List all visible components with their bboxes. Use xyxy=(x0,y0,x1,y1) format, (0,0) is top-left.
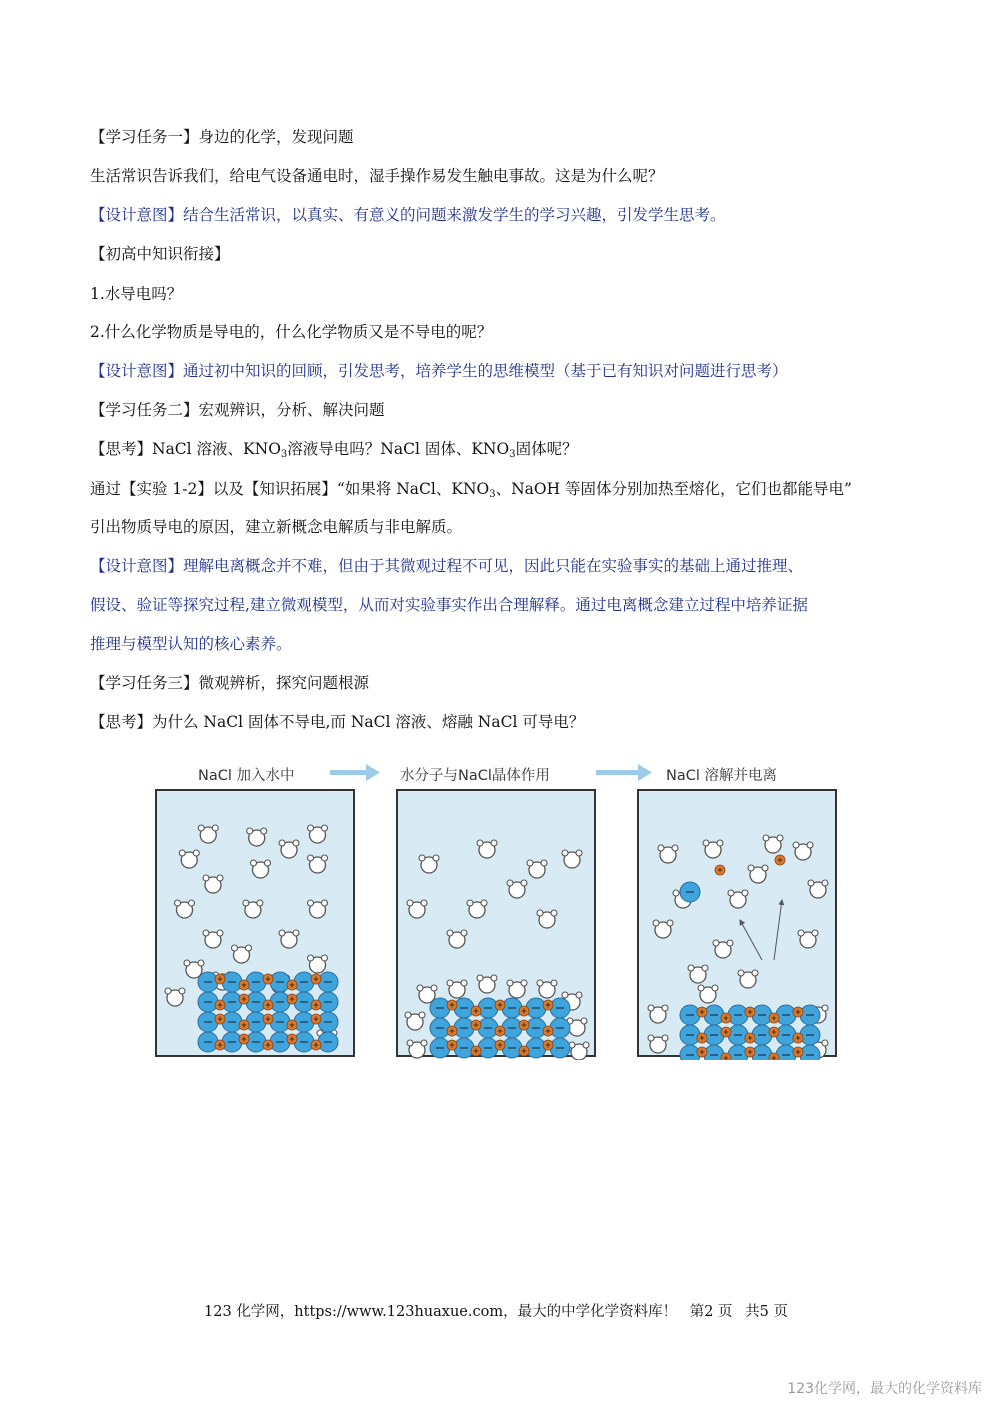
sodium-ion xyxy=(215,1014,225,1024)
sodium-ion xyxy=(495,1026,505,1036)
sodium-ion xyxy=(447,1026,457,1036)
chloride-ion xyxy=(246,992,266,1012)
page-footer xyxy=(0,1300,992,1321)
text-part: 溶液导电吗？NaCl 固体、KNO xyxy=(287,440,510,458)
chloride-ion xyxy=(800,1005,820,1025)
sodium-ion xyxy=(745,1033,755,1043)
chloride-ion xyxy=(680,1025,700,1045)
think-2: 【思考】为什么 NaCl 固体不导电,而 NaCl 溶液、熔融 NaCl 可导电？ xyxy=(90,713,585,731)
chloride-ion xyxy=(454,998,474,1018)
sodium-ion xyxy=(311,974,321,984)
chloride-ion xyxy=(430,998,450,1018)
chloride-ion xyxy=(222,1012,242,1032)
bridge-heading: 【初高中知识衔接】 xyxy=(90,245,230,263)
sodium-ion xyxy=(239,980,249,990)
subscript: 3 xyxy=(489,489,496,500)
sodium-ion xyxy=(447,1040,457,1050)
chloride-ion xyxy=(800,1025,820,1045)
intent-text: 结合生活常识，以真实、有意义的问题来激发学生的学习兴趣，引发学生思考。 xyxy=(183,206,726,224)
chloride-ion xyxy=(502,1038,522,1058)
design-intent-2 xyxy=(90,361,788,381)
panel-2-title: 水分子与NaCl晶体作用 xyxy=(400,768,550,784)
sodium-ion xyxy=(263,1014,273,1024)
chloride-ion xyxy=(246,1032,266,1052)
sodium-ion xyxy=(769,1027,779,1037)
chloride-ion xyxy=(198,972,218,992)
chloride-ion xyxy=(704,1025,724,1045)
sodium-ion xyxy=(519,1046,529,1056)
chloride-ion xyxy=(776,1025,796,1045)
intent-tag: 【设计意图】 xyxy=(90,557,184,575)
sodium-ion xyxy=(311,1000,321,1010)
sodium-ion xyxy=(311,1014,321,1024)
chloride-ion xyxy=(478,998,498,1018)
sodium-ion xyxy=(769,1053,779,1060)
sodium-ion xyxy=(543,1026,553,1036)
sodium-ion xyxy=(447,1000,457,1010)
sodium-ion xyxy=(471,1006,481,1016)
chloride-ion xyxy=(318,972,338,992)
text-part: 、NaOH 等固体分别加热至熔化，它们也都能导电” xyxy=(495,480,852,498)
sodium-ion xyxy=(215,1040,225,1050)
sodium-ion xyxy=(495,1000,505,1010)
sodium-ion xyxy=(715,865,725,875)
sodium-ion xyxy=(287,994,297,1004)
intent-tag: 【设计意图】 xyxy=(90,362,184,380)
flow-arrow xyxy=(596,764,652,781)
chloride-ion xyxy=(550,1038,570,1058)
chloride-ion xyxy=(478,1038,498,1058)
sodium-ion xyxy=(543,1040,553,1050)
design-intent-3 xyxy=(90,556,803,576)
chloride-ion xyxy=(222,992,242,1012)
chloride-ion xyxy=(246,972,266,992)
sodium-ion xyxy=(745,1047,755,1057)
chloride-ion xyxy=(222,1032,242,1052)
water-molecule xyxy=(569,1042,589,1060)
chloride-ion xyxy=(270,1032,290,1052)
chloride-ion xyxy=(198,992,218,1012)
footer-page: 第2 页 xyxy=(689,1304,733,1320)
sodium-ion xyxy=(495,1040,505,1050)
sodium-ion xyxy=(471,1020,481,1030)
chloride-ion xyxy=(294,972,314,992)
watermark: 123化学网，最大的化学资料库 xyxy=(787,1381,982,1397)
life-question: 生活常识告诉我们，给电气设备通电时，湿手操作易发生触电事故。这是为什么呢？ xyxy=(90,167,664,185)
sodium-ion xyxy=(769,1013,779,1023)
chloride-ion xyxy=(680,882,700,902)
flow-arrow xyxy=(330,764,380,781)
sodium-ion xyxy=(287,1020,297,1030)
panel-3-title: NaCl 溶解并电离 xyxy=(666,768,777,784)
sodium-ion xyxy=(239,994,249,1004)
chloride-ion xyxy=(752,1025,772,1045)
sodium-ion xyxy=(215,974,225,984)
sodium-ion xyxy=(239,1034,249,1044)
footer-total: 共5 页 xyxy=(745,1304,788,1320)
chloride-ion xyxy=(294,1012,314,1032)
chloride-ion xyxy=(728,1025,748,1045)
chloride-ion xyxy=(502,998,522,1018)
experiment-line xyxy=(90,479,852,505)
chloride-ion xyxy=(318,992,338,1012)
intent-text: 理解电离概念并不难，但由于其微观过程不可见，因此只能在实验事实的基础上通过推理、 xyxy=(183,557,804,575)
text-part: 通过【实验 1-2】以及【知识拓展】“如果将 NaCl、KNO xyxy=(90,480,490,498)
text-part: 固体呢？ xyxy=(515,440,578,458)
sodium-ion xyxy=(721,1013,731,1023)
sodium-ion xyxy=(697,1033,707,1043)
sodium-ion xyxy=(793,1047,803,1057)
chloride-ion xyxy=(752,1005,772,1025)
chloride-ion xyxy=(246,1012,266,1032)
sodium-ion xyxy=(287,980,297,990)
task2-heading: 【学习任务二】宏观辨识，分析、解决问题 xyxy=(90,401,385,419)
subscript: 3 xyxy=(280,449,288,460)
task1-heading: 【学习任务一】身边的化学，发现问题 xyxy=(90,128,354,146)
chloride-ion xyxy=(198,1032,218,1052)
chloride-ion xyxy=(318,1012,338,1032)
sodium-ion xyxy=(543,1000,553,1010)
text-part: 【思考】NaCl 溶液、KNO xyxy=(90,440,281,458)
sodium-ion xyxy=(721,1053,731,1060)
think-1 xyxy=(90,439,578,465)
chloride-ion xyxy=(478,1018,498,1038)
sodium-ion xyxy=(263,974,273,984)
sodium-ion xyxy=(263,1000,273,1010)
chloride-ion xyxy=(294,992,314,1012)
sodium-ion xyxy=(697,1007,707,1017)
sodium-ion xyxy=(239,1020,249,1030)
chloride-ion xyxy=(526,1018,546,1038)
panel-1-title: NaCl 加入水中 xyxy=(198,768,295,784)
footer-site: 123 化学网，https://www.123huaxue.com，最大的中学化学资料库！ xyxy=(204,1304,678,1320)
chloride-ion xyxy=(222,972,242,992)
chloride-ion xyxy=(728,1005,748,1025)
task3-heading: 【学习任务三】微观辨析，探究问题根源 xyxy=(90,674,370,692)
nacl-dissolution-figure xyxy=(150,760,840,1060)
question-1: 1.水导电吗？ xyxy=(90,285,183,303)
sodium-ion xyxy=(721,1027,731,1037)
chloride-ion xyxy=(526,1038,546,1058)
chloride-ion xyxy=(270,992,290,1012)
chloride-ion xyxy=(704,1005,724,1025)
sodium-ion xyxy=(793,1007,803,1017)
chloride-ion xyxy=(270,1012,290,1032)
chloride-ion xyxy=(680,1005,700,1025)
chloride-ion xyxy=(454,1038,474,1058)
sodium-ion xyxy=(745,1007,755,1017)
sodium-ion xyxy=(471,1046,481,1056)
question-2: 2.什么化学物质是导电的，什么化学物质又是不导电的呢？ xyxy=(90,323,493,341)
intent-tag: 【设计意图】 xyxy=(90,206,184,224)
intent-text: 通过初中知识的回顾，引发思考，培养学生的思维模型（基于已有知识对问题进行思考） xyxy=(183,362,788,380)
chloride-ion xyxy=(502,1018,522,1038)
sodium-ion xyxy=(697,1047,707,1057)
sodium-ion xyxy=(519,1020,529,1030)
sodium-ion xyxy=(519,1006,529,1016)
design-intent-3-cont: 假设、验证等探究过程,建立微观模型，从而对实验事实作出合理解释。通过电离概念建立过程中培养证据 xyxy=(90,596,808,614)
chloride-ion xyxy=(526,998,546,1018)
sodium-ion xyxy=(793,1033,803,1043)
sodium-ion xyxy=(287,1034,297,1044)
subscript: 3 xyxy=(509,449,516,460)
sodium-ion xyxy=(775,855,785,865)
sodium-ion xyxy=(263,1040,273,1050)
chloride-ion xyxy=(318,1032,338,1052)
chloride-ion xyxy=(550,1018,570,1038)
chloride-ion xyxy=(430,1038,450,1058)
chloride-ion xyxy=(454,1018,474,1038)
chloride-ion xyxy=(270,972,290,992)
chloride-ion xyxy=(550,998,570,1018)
design-intent-1 xyxy=(90,205,726,225)
chloride-ion xyxy=(776,1005,796,1025)
experiment-line-2: 引出物质导电的原因，建立新概念电解质与非电解质。 xyxy=(90,518,463,536)
sodium-ion xyxy=(215,1000,225,1010)
chloride-ion xyxy=(430,1018,450,1038)
design-intent-3-end: 推理与模型认知的核心素养。 xyxy=(90,635,292,653)
chloride-ion xyxy=(198,1012,218,1032)
sodium-ion xyxy=(311,1040,321,1050)
chloride-ion xyxy=(294,1032,314,1052)
